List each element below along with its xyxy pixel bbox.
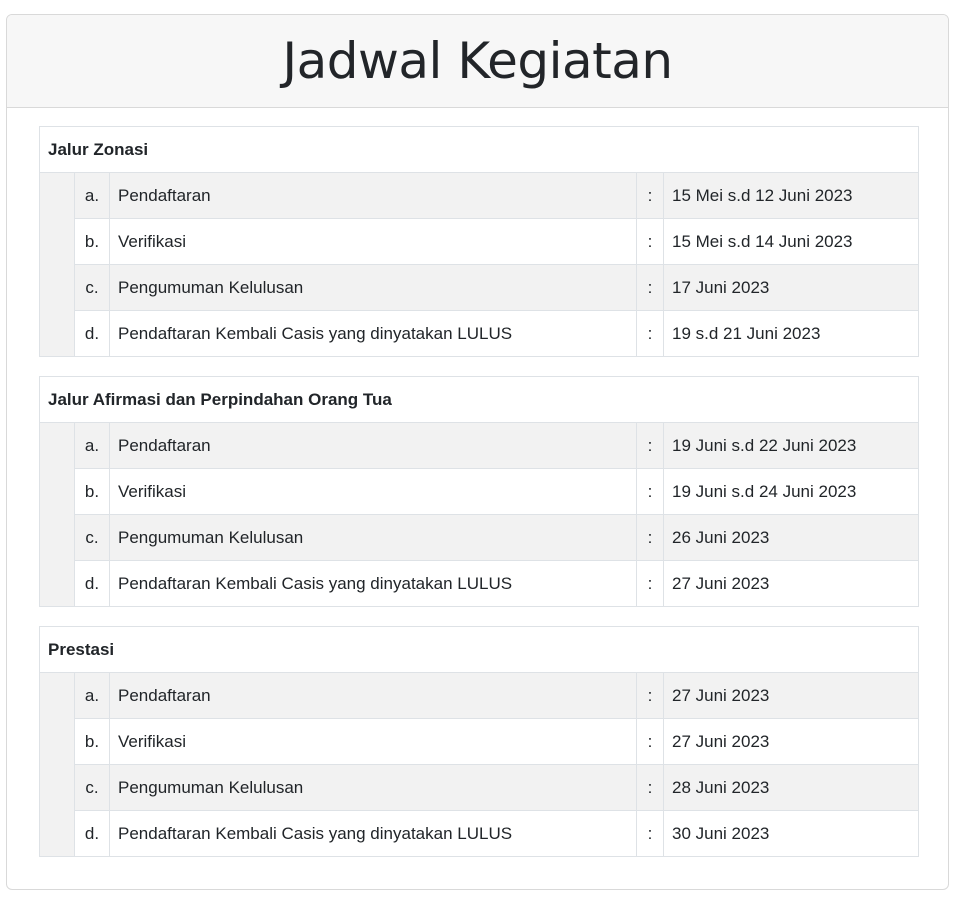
row-colon: : [637, 311, 664, 357]
row-letter: c. [75, 515, 110, 561]
row-label: Pendaftaran Kembali Casis yang dinyatakan LULUS [110, 311, 637, 357]
row-letter: b. [75, 219, 110, 265]
table-row [40, 423, 919, 469]
row-date: 15 Mei s.d 12 Juni 2023 [664, 173, 919, 219]
row-letter: a. [75, 173, 110, 219]
card-body [7, 108, 948, 857]
row-date: 26 Juni 2023 [664, 515, 919, 561]
row-label: Verifikasi [110, 469, 637, 515]
row-colon: : [637, 719, 664, 765]
row-letter: d. [75, 311, 110, 357]
row-letter: a. [75, 673, 110, 719]
schedule-table-afirmasi [39, 376, 919, 607]
row-label: Pengumuman Kelulusan [110, 515, 637, 561]
table-row [40, 811, 919, 857]
indent-cell [40, 423, 75, 607]
row-letter: d. [75, 561, 110, 607]
row-label: Pengumuman Kelulusan [110, 265, 637, 311]
row-label: Verifikasi [110, 719, 637, 765]
row-letter: c. [75, 265, 110, 311]
section-title: Prestasi [40, 627, 919, 673]
row-colon: : [637, 515, 664, 561]
row-label: Verifikasi [110, 219, 637, 265]
schedule-table-prestasi [39, 626, 919, 857]
indent-cell [40, 173, 75, 357]
row-label: Pengumuman Kelulusan [110, 765, 637, 811]
row-colon: : [637, 423, 664, 469]
row-colon: : [637, 673, 664, 719]
row-colon: : [637, 173, 664, 219]
row-label: Pendaftaran Kembali Casis yang dinyatakan LULUS [110, 811, 637, 857]
row-date: 19 Juni s.d 24 Juni 2023 [664, 469, 919, 515]
row-label: Pendaftaran [110, 173, 637, 219]
row-date: 15 Mei s.d 14 Juni 2023 [664, 219, 919, 265]
row-letter: a. [75, 423, 110, 469]
card-header [7, 15, 948, 108]
row-letter: b. [75, 469, 110, 515]
row-date: 28 Juni 2023 [664, 765, 919, 811]
schedule-table-zonasi [39, 126, 919, 357]
row-date: 30 Juni 2023 [664, 811, 919, 857]
section-title: Jalur Zonasi [40, 127, 919, 173]
page-title: Jadwal Kegiatan [282, 32, 673, 90]
table-row [40, 219, 919, 265]
section-title: Jalur Afirmasi dan Perpindahan Orang Tua [40, 377, 919, 423]
row-date: 17 Juni 2023 [664, 265, 919, 311]
row-letter: b. [75, 719, 110, 765]
row-label: Pendaftaran [110, 673, 637, 719]
row-date: 19 Juni s.d 22 Juni 2023 [664, 423, 919, 469]
row-colon: : [637, 561, 664, 607]
table-row [40, 469, 919, 515]
table-row [40, 265, 919, 311]
row-colon: : [637, 811, 664, 857]
row-colon: : [637, 765, 664, 811]
table-row [40, 515, 919, 561]
row-colon: : [637, 469, 664, 515]
table-row [40, 561, 919, 607]
schedule-card [6, 14, 949, 890]
row-date: 27 Juni 2023 [664, 719, 919, 765]
row-colon: : [637, 219, 664, 265]
table-row [40, 673, 919, 719]
row-date: 27 Juni 2023 [664, 561, 919, 607]
indent-cell [40, 673, 75, 857]
row-colon: : [637, 265, 664, 311]
row-date: 27 Juni 2023 [664, 673, 919, 719]
table-row [40, 719, 919, 765]
row-letter: d. [75, 811, 110, 857]
row-letter: c. [75, 765, 110, 811]
row-label: Pendaftaran Kembali Casis yang dinyatakan LULUS [110, 561, 637, 607]
row-date: 19 s.d 21 Juni 2023 [664, 311, 919, 357]
table-row [40, 173, 919, 219]
table-row [40, 765, 919, 811]
table-row [40, 311, 919, 357]
row-label: Pendaftaran [110, 423, 637, 469]
